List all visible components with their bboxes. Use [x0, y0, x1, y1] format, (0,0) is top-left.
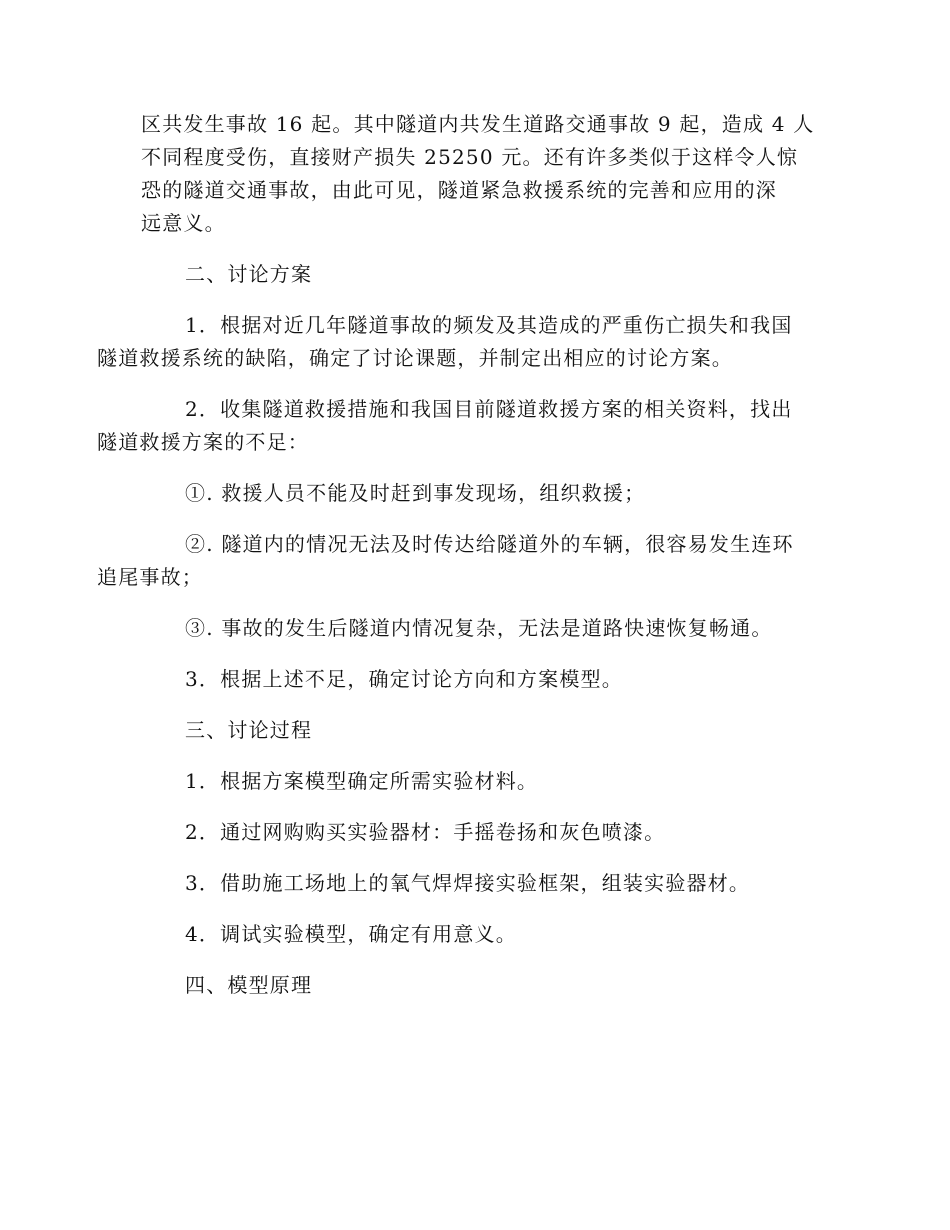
- paragraph-plan-item-1: [97, 309, 809, 375]
- section-heading-model-principle: [141, 969, 809, 1002]
- heading-line: 三、讨论过程: [185, 718, 313, 742]
- paragraph-plan-item-2: [97, 393, 809, 459]
- text-line: 2．通过网购购买实验器材：手摇卷扬和灰色喷漆。: [185, 820, 666, 844]
- section-heading-discussion-process: [141, 714, 809, 747]
- heading-line: 二、讨论方案: [185, 262, 313, 286]
- text-line: 3．借助施工场地上的氧气焊焊接实验框架，组装实验器材。: [185, 871, 751, 895]
- paragraph-accident-stats: [141, 108, 815, 240]
- paragraph-plan-item-3: [141, 663, 809, 696]
- paragraph-shortcoming-3: [141, 612, 809, 645]
- text-line: 远意义。: [141, 211, 226, 235]
- paragraph-shortcoming-1: [141, 477, 809, 510]
- text-line: 不同程度受伤，直接财产损失 25250 元。还有许多类似于这样令人惊: [141, 145, 799, 169]
- text-line: ①. 救援人员不能及时赶到事发现场，组织救援；: [185, 481, 646, 505]
- text-line: 1．根据对近几年隧道事故的频发及其造成的严重伤亡损失和我国: [185, 313, 793, 337]
- text-line: 追尾事故；: [97, 565, 203, 589]
- text-line: 隧道救援系统的缺陷，确定了讨论课题，并制定出相应的讨论方案。: [97, 346, 733, 370]
- paragraph-process-item-1: [141, 765, 809, 798]
- paragraph-process-item-4: [141, 918, 809, 951]
- heading-line: 四、模型原理: [185, 973, 313, 997]
- text-line: 3．根据上述不足，确定讨论方向和方案模型。: [185, 667, 623, 691]
- text-line: 区共发生事故 16 起。其中隧道内共发生道路交通事故 9 起，造成 4 人: [141, 112, 815, 136]
- paragraph-process-item-3: [141, 867, 809, 900]
- text-line: 隧道救援方案的不足：: [97, 430, 309, 454]
- text-line: 2．收集隧道救援措施和我国目前隧道救援方案的相关资料，找出: [185, 397, 793, 421]
- paragraph-process-item-2: [141, 816, 809, 849]
- text-line: ②. 隧道内的情况无法及时传达给隧道外的车辆，很容易发生连环: [185, 532, 794, 556]
- section-heading-discussion-plan: [141, 258, 809, 291]
- text-line: 4．调试实验模型，确定有用意义。: [185, 922, 517, 946]
- paragraph-shortcoming-2: [97, 528, 809, 594]
- text-line: 恐的隧道交通事故，由此可见，隧道紧急救援系统的完善和应用的深: [141, 178, 777, 202]
- text-line: ③. 事故的发生后隧道内情况复杂，无法是道路快速恢复畅通。: [185, 616, 773, 640]
- document-body: [97, 108, 815, 1020]
- text-line: 1．根据方案模型确定所需实验材料。: [185, 769, 539, 793]
